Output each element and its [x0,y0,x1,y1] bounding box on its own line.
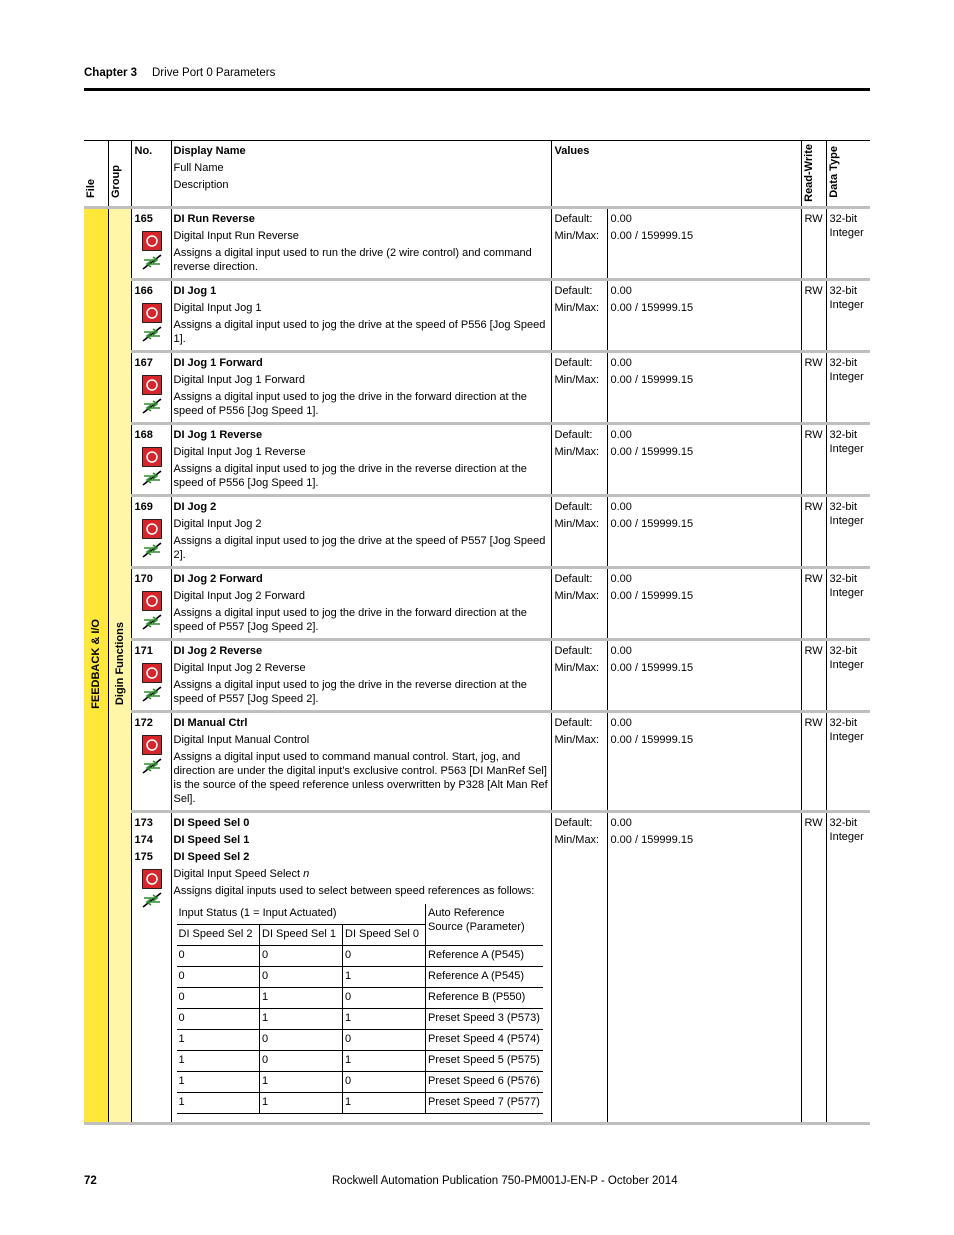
read-write-value: RW [801,812,826,1124]
read-write-value: RW [801,712,826,812]
parameter-full-name: Digital Input Jog 2 Reverse [173,662,306,674]
parameter-number-cell [131,280,171,352]
data-type-value: 32-bit Integer [826,712,870,812]
stop-button-icon [142,663,162,683]
parameter-name-cell [171,640,551,712]
file-cell [84,208,108,1124]
speed-select-cell: 1 [343,1051,426,1072]
parameter-row-speed-select [84,812,870,1124]
col-display-name-label: Display Name [173,145,246,157]
read-write-value: RW [801,568,826,640]
input-status-header: Input Status (1 = Input Actuated) [177,904,426,925]
default-value: 0.00 [610,357,632,369]
value-labels [551,280,607,352]
value-labels [551,208,607,280]
col-data-type: Data Type [826,141,870,208]
parameter-name-cell [171,424,551,496]
parameter-number-cell [131,352,171,424]
speed-select-cell: 0 [343,946,426,967]
speed-select-row [177,1030,543,1051]
default-label: Default: [554,357,593,369]
data-type-value: 32-bit Integer [826,424,870,496]
parameter-table [84,140,870,1125]
data-type-value: 32-bit Integer [826,640,870,712]
default-value: 0.00 [610,213,632,225]
value-labels [551,640,607,712]
parameter-row [84,424,870,496]
minmax-label: Min/Max: [554,446,600,458]
default-label: Default: [554,429,593,441]
default-value: 0.00 [610,573,632,585]
value-values [607,208,801,280]
minmax-value: 0.00 / 159999.15 [610,662,694,674]
parameter-number-cell [131,640,171,712]
value-labels [551,712,607,812]
chapter-label: Chapter 3 [84,67,138,79]
parameter-number: 173 [134,817,153,829]
value-values [607,640,801,712]
parameter-full-name: Digital Input Speed Select n [173,868,310,880]
stop-button-icon [142,869,162,889]
parameter-row [84,568,870,640]
value-values [607,424,801,496]
parameter-name-cell [171,496,551,568]
speed-select-cell: 0 [177,988,260,1009]
parameter-row [84,352,870,424]
speed-select-row [177,967,543,988]
speed-select-cell: 0 [260,967,343,988]
parameter-full-name: Digital Input Manual Control [173,734,310,746]
minmax-value: 0.00 / 159999.15 [610,734,694,746]
linkable-parameter-icon [141,253,163,271]
speed-select-cell: 1 [343,967,426,988]
value-labels [551,812,607,1124]
value-values [607,496,801,568]
parameter-display-name: DI Jog 1 [173,285,217,297]
parameter-number-cell [131,424,171,496]
value-values [607,812,801,1124]
parameter-description: Assigns a digital input used to jog the drive in the forward direction at the speed of P556 [Jog Speed 1]. [173,391,527,417]
data-type-value: 32-bit Integer [826,280,870,352]
speed-select-row [177,1009,543,1030]
default-label: Default: [554,817,593,829]
parameter-row [84,712,870,812]
parameter-full-name: Digital Input Jog 1 [173,302,262,314]
read-write-value: RW [801,424,826,496]
speed-select-cell: 1 [343,1093,426,1114]
value-labels [551,352,607,424]
parameter-number-cell [131,208,171,280]
speed-select-row [177,1051,543,1072]
data-type-value: 32-bit Integer [826,352,870,424]
parameter-number: 165 [134,213,153,225]
parameter-name-cell [171,208,551,280]
minmax-label: Min/Max: [554,834,600,846]
speed-select-cell: Preset Speed 3 (P573) [426,1009,543,1030]
linkable-parameter-icon [141,397,163,415]
default-value: 0.00 [610,645,632,657]
minmax-value: 0.00 / 159999.15 [610,834,694,846]
parameter-name-cell [171,568,551,640]
parameter-full-name: Digital Input Run Reverse [173,230,299,242]
minmax-label: Min/Max: [554,302,600,314]
data-type-value: 32-bit Integer [826,568,870,640]
value-labels [551,424,607,496]
parameter-row [84,640,870,712]
speed-select-cell: 1 [260,1009,343,1030]
parameter-name-cell [171,280,551,352]
parameter-number: 171 [134,645,153,657]
parameter-description: Assigns a digital input used to jog the drive in the forward direction at the speed of P557 [Jog Speed 2]. [173,607,527,633]
header-rule [84,88,870,91]
chapter-title: Drive Port 0 Parameters [152,67,276,79]
col-values: Values [551,141,801,208]
speed-select-col-header: DI Speed Sel 2 [177,925,260,946]
parameter-display-name: DI Jog 2 Reverse [173,645,263,657]
parameter-number: 169 [134,501,153,513]
minmax-label: Min/Max: [554,734,600,746]
speed-select-cell: Preset Speed 5 (P575) [426,1051,543,1072]
default-value: 0.00 [610,429,632,441]
parameter-row [84,496,870,568]
default-label: Default: [554,285,593,297]
col-group: Group [108,141,131,208]
col-no: No. [131,141,171,208]
stop-button-icon [142,519,162,539]
publication-info: Rockwell Automation Publication 750-PM001J-EN-P - October 2014 [332,1175,678,1187]
read-write-value: RW [801,280,826,352]
parameter-display-name: DI Jog 2 Forward [173,573,263,585]
parameter-number-cell [131,812,171,1124]
minmax-label: Min/Max: [554,518,600,530]
default-label: Default: [554,717,593,729]
default-value: 0.00 [610,501,632,513]
speed-select-cell: 0 [343,1072,426,1093]
value-values [607,352,801,424]
parameter-row [84,280,870,352]
stop-button-icon [142,375,162,395]
minmax-value: 0.00 / 159999.15 [610,590,694,602]
speed-select-cell: Preset Speed 4 (P574) [426,1030,543,1051]
default-value: 0.00 [610,817,632,829]
read-write-value: RW [801,640,826,712]
stop-button-icon [142,591,162,611]
speed-select-table [177,904,543,1114]
minmax-value: 0.00 / 159999.15 [610,446,694,458]
speed-select-cell: Reference A (P545) [426,946,543,967]
col-file: File [84,141,108,208]
file-label: FEEDBACK & I/O [89,618,102,709]
speed-select-row [177,988,543,1009]
parameter-row [84,208,870,280]
speed-select-cell: Reference B (P550) [426,988,543,1009]
parameter-description: Assigns a digital input used to jog the drive in the reverse direction at the speed of P556 [Jog Speed 1]. [173,463,527,489]
read-write-value: RW [801,352,826,424]
col-read-write: Read-Write [801,141,826,208]
page-number: 72 [84,1175,97,1187]
group-cell [108,208,131,1124]
parameter-number: 167 [134,357,153,369]
parameter-full-name: Digital Input Jog 2 Forward [173,590,305,602]
data-type-value: 32-bit Integer [826,208,870,280]
data-type-value: 32-bit Integer [826,496,870,568]
speed-select-cell: Reference A (P545) [426,967,543,988]
parameter-full-name: Digital Input Jog 1 Reverse [173,446,306,458]
read-write-value: RW [801,496,826,568]
minmax-label: Min/Max: [554,662,600,674]
speed-select-col-header: DI Speed Sel 1 [260,925,343,946]
col-description-label: Description [173,179,229,191]
parameter-full-name: Digital Input Jog 1 Forward [173,374,305,386]
value-labels [551,568,607,640]
speed-select-cell: 1 [260,1093,343,1114]
parameter-display-name: DI Jog 1 Forward [173,357,263,369]
parameter-name-cell [171,812,551,1124]
parameter-number: 174 [134,834,153,846]
parameter-display-name: DI Manual Ctrl [173,717,248,729]
parameter-description: Assigns a digital input used to jog the drive at the speed of P557 [Jog Speed 2]. [173,535,546,561]
speed-select-col-header: DI Speed Sel 0 [343,925,426,946]
speed-select-cell: 1 [260,988,343,1009]
read-write-value: RW [801,208,826,280]
col-display-name [171,141,551,208]
linkable-parameter-icon [141,541,163,559]
parameter-number: 166 [134,285,153,297]
default-label: Default: [554,501,593,513]
speed-select-cell: 1 [177,1030,260,1051]
linkable-parameter-icon [141,891,163,909]
value-labels [551,496,607,568]
speed-select-cell: 1 [177,1093,260,1114]
parameter-name-cell [171,352,551,424]
speed-select-cell: 0 [343,1030,426,1051]
auto-ref-header: Auto Reference Source (Parameter) [426,904,543,946]
minmax-value: 0.00 / 159999.15 [610,518,694,530]
speed-select-cell: 0 [177,946,260,967]
minmax-value: 0.00 / 159999.15 [610,302,694,314]
parameter-number-cell [131,496,171,568]
parameter-name-cell [171,712,551,812]
speed-select-cell: Preset Speed 6 (P576) [426,1072,543,1093]
value-values [607,280,801,352]
stop-button-icon [142,303,162,323]
speed-select-row [177,1093,543,1114]
speed-select-cell: Preset Speed 7 (P577) [426,1093,543,1114]
stop-button-icon [142,735,162,755]
speed-select-cell: 1 [343,1009,426,1030]
value-values [607,568,801,640]
parameter-description: Assigns digital inputs used to select between speed references as follows: [173,885,535,897]
linkable-parameter-icon [141,613,163,631]
speed-select-cell: 1 [177,1072,260,1093]
parameter-display-name: DI Run Reverse [173,213,255,225]
parameter-display-name: DI Jog 1 Reverse [173,429,263,441]
parameter-display-name: DI Speed Sel 0 [173,817,250,829]
parameter-number-cell [131,712,171,812]
linkable-parameter-icon [141,325,163,343]
parameter-number: 170 [134,573,153,585]
header-row [84,141,870,208]
default-value: 0.00 [610,285,632,297]
speed-select-cell: 0 [177,967,260,988]
speed-select-cell: 0 [260,946,343,967]
parameter-description: Assigns a digital input used to jog the drive at the speed of P556 [Jog Speed 1]. [173,319,546,345]
linkable-parameter-icon [141,685,163,703]
speed-select-row [177,946,543,967]
minmax-label: Min/Max: [554,230,600,242]
parameter-description: Assigns a digital input used to jog the drive in the reverse direction at the speed of P557 [Jog Speed 2]. [173,679,527,705]
linkable-parameter-icon [141,757,163,775]
speed-select-cell: 0 [260,1030,343,1051]
parameter-description: Assigns a digital input used to run the drive (2 wire control) and command reverse direction. [173,247,532,273]
parameter-display-name: DI Speed Sel 1 [173,834,250,846]
parameter-number: 175 [134,851,153,863]
value-values [607,712,801,812]
speed-select-header-row [177,904,543,925]
speed-select-cell: 1 [177,1051,260,1072]
stop-button-icon [142,447,162,467]
linkable-parameter-icon [141,469,163,487]
data-type-value: 32-bit Integer [826,812,870,1124]
default-label: Default: [554,573,593,585]
group-label: Digin Functions [113,621,126,706]
minmax-value: 0.00 / 159999.15 [610,230,694,242]
parameter-number-cell [131,568,171,640]
minmax-label: Min/Max: [554,374,600,386]
parameter-number: 172 [134,717,153,729]
minmax-label: Min/Max: [554,590,600,602]
speed-select-cell: 0 [343,988,426,1009]
col-full-name-label: Full Name [173,162,224,174]
default-label: Default: [554,645,593,657]
speed-select-cell: 0 [260,1051,343,1072]
default-value: 0.00 [610,717,632,729]
parameter-full-name: Digital Input Jog 2 [173,518,262,530]
stop-button-icon [142,231,162,251]
parameter-display-name: DI Speed Sel 2 [173,851,250,863]
parameter-description: Assigns a digital input used to command manual control. Start, jog, and direction are under the digital input’s exclusive control. P563 [DI ManRef Sel] is the source of the speed reference unless overwritten by P328 [Alt Man Ref Sel]. [173,751,548,805]
default-label: Default: [554,213,593,225]
minmax-value: 0.00 / 159999.15 [610,374,694,386]
speed-select-row [177,1072,543,1093]
parameter-number: 168 [134,429,153,441]
speed-select-cell: 1 [260,1072,343,1093]
speed-select-cell: 0 [177,1009,260,1030]
parameter-display-name: DI Jog 2 [173,501,217,513]
